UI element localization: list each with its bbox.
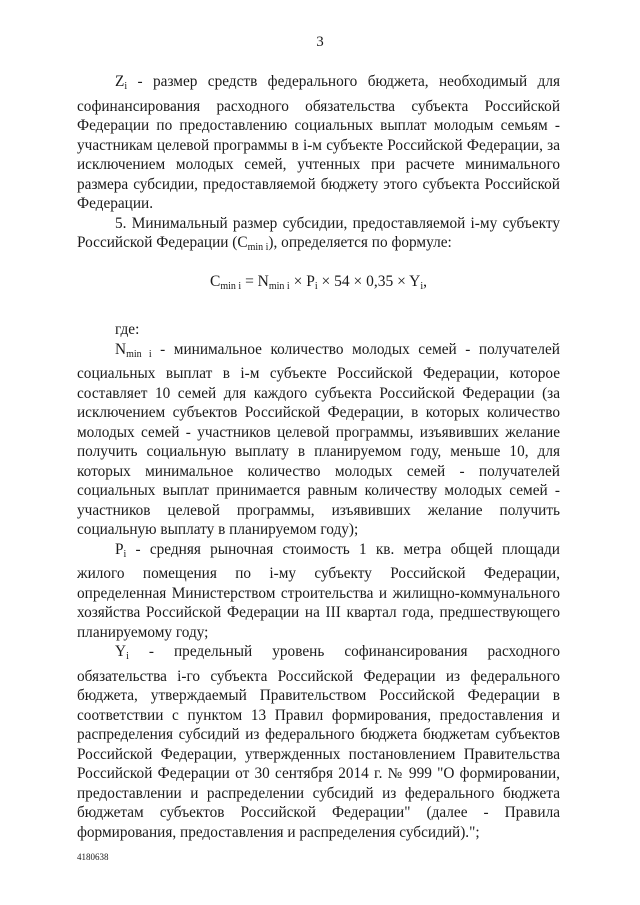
formula-end: ,: [423, 272, 427, 290]
formula-p-subscript: i: [314, 280, 318, 292]
n-definition-text: - минимальное количество молодых семей - получателей социальных выплат в i-м субъекте Российской Федерации, которое составляет 10 семей для каждого субъекта Российской Федерации (за исключением субъектов Российской Федерации, в которых количество молодых семей - участников целевой программы, изъявивших желание получить социальную выплату в планируемом году, меньше 10, для которых минимальное количество молодых семей - получателей социальных выплат принимается равным количеству молодых семей - участников целевой программы, изъявивших желание получить социальную выплату в планируемом году);: [77, 340, 560, 538]
paragraph-5-subscript: min i: [247, 242, 269, 253]
document-body: [77, 72, 560, 842]
formula-n-subscript: min i: [268, 280, 290, 292]
y-definition-text: - предельный уровень софинансирования расходного обязательства i-го субъекта Российской Федерации из федерального бюджета, утверждаемый Правительством Российской Федерации в соответствии с пунктом 13 Правил формирования, предоставления и распределения субсидий из федерального бюджета бюджетам субъектов Российской Федерации, утвержденных постановлением Правительства Российской Федерации от 30 сентября 2014 г. № 999 "О формировании, предоставлении и распределении субсидий из федерального бюджета бюджетам субъектов Российской Федерации" (далее - Правила формирования, предоставления и распределения субсидий).";: [77, 643, 560, 841]
page-number: 3: [316, 34, 324, 50]
formula-p: × P: [289, 272, 315, 290]
where-label: где:: [115, 321, 140, 338]
symbol-p-subscript: i: [123, 548, 127, 560]
paragraph-z-definition: [77, 72, 560, 214]
symbol-z: Z: [115, 73, 125, 90]
formula-rest: × 54 × 0,35 × Y: [317, 272, 421, 290]
z-definition-text: - размер средств федерального бюджета, необходимый для софинансирования расходного обязательства субъекта Российской Федерации по предоставлению социальных выплат молодым семьям - участникам целевой программы в i-м субъекте Российской Федерации, за исключением молодых семей, учтенных при расчете минимального размера субсидии, предоставляемой бюджету этого субъекта Российской Федерации.: [77, 73, 560, 212]
paragraph-y-definition: [77, 642, 560, 842]
formula-y-subscript: i: [420, 280, 424, 292]
formula-n: = N: [241, 272, 269, 290]
formula-c: C: [210, 272, 221, 290]
paragraph-n-definition: [77, 340, 560, 540]
symbol-p: P: [115, 540, 124, 558]
paragraph-5-text-a: 5. Минимальный размер субсидии, предоставляемой i-му субъекту Российской Федерации (C: [77, 214, 560, 251]
footer-document-code: 4180638: [77, 852, 109, 862]
symbol-z-subscript: i: [124, 81, 128, 92]
symbol-y: Y: [115, 643, 127, 660]
formula: [77, 272, 560, 297]
symbol-n: N: [115, 340, 127, 358]
symbol-y-subscript: i: [126, 651, 129, 662]
symbol-n-subscript: min i: [126, 348, 152, 360]
paragraph-5: [77, 214, 560, 258]
p-definition-text: - средняя рыночная стоимость 1 кв. метра общей площади жилого помещения по i-му субъекту Российской Федерации, определенная Министерством строительства и жилищно-коммунального хозяйства Российской Федерации на III квартал года, предшествующего планируемому году;: [77, 540, 560, 641]
formula-c-subscript: min i: [220, 280, 242, 292]
paragraph-p-definition: [77, 540, 560, 643]
paragraph-5-text-b: ), определяется по формуле:: [268, 234, 452, 251]
